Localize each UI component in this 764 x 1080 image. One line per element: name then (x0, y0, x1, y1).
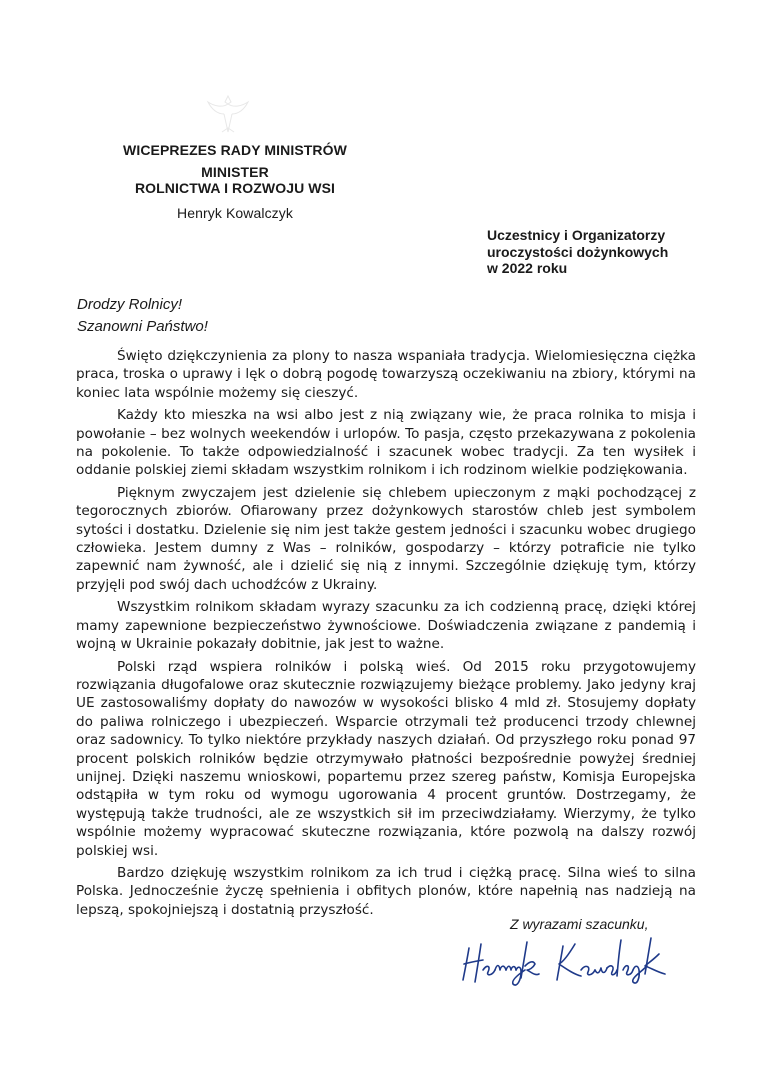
recipient-line: Uczestnicy i Organizatorzy (487, 227, 666, 243)
header-minister: MINISTER (201, 164, 269, 180)
eagle-emblem-icon (198, 88, 258, 144)
recipient-line: uroczystości dożynkowych (487, 243, 669, 260)
handwritten-signature (455, 930, 685, 990)
salutation (77, 294, 208, 338)
body-paragraph: Pięknym zwyczajem jest dzielenie się chlebem upieczonym z mąki pochodzącej z tegorocznych zbiorów. Ofiarowany przez dożynkowych starostów chleb jest symbolem sytości i dostatku. Dzielenie się nim jest także gestem jedności i szacunku wobec drugiego człowieka. Jestem dumny z Was – rolników, gospodarzy – którzy potraficie nie tylko zapewnić nam żywność, ale i dzielić się nią z innymi. Szczególnie dziękuję tym, którzy przyjęli pod swój dach uchodźców z Ukrainy. (76, 484, 696, 593)
body-paragraph: Wszystkim rolnikom składam wyrazy szacunku za ich codzienną pracę, dzięki której mamy zapewnione bezpieczeństwo żywnościowe. Doświadczenia związane z pandemią i wojną w Ukrainie pokazały dobitnie, jak jest to ważne. (76, 599, 696, 653)
header-title: WICEPREZES RADY MINISTRÓW (123, 142, 347, 158)
salutation-line: Szanowni Państwo! (77, 318, 208, 335)
letter-body (76, 347, 696, 923)
body-paragraph: Święto dziękczynienia za plony to nasza wspaniała tradycja. Wielomiesięczna ciężka praca, troska o uprawy i lęk o dobrą pogodę towarzyszą oczekiwaniu na zbiory, którymi na koniec lata wspólnie możemy się cieszyć. (76, 348, 696, 401)
header-name: Henryk Kowalczyk (177, 205, 293, 221)
recipient-block (487, 227, 668, 277)
header-ministry: ROLNICTWA I ROZWOJU WSI (134, 180, 336, 196)
body-paragraph: Polski rząd wspiera rolników i polską wieś. Od 2015 roku przygotowujemy rozwiązania długofalowe oraz skutecznie rozwiązujemy bieżące problemy. Jako jedyny kraj UE zastosowaliśmy dopłaty do nawozów w wysokości blisko 4 mld zł. Stosujemy dopłaty do paliwa rolniczego i ubezpieczeń. Wsparcie otrzymali też producenci trzody chlewnej oraz sadownicy. To tylko niektóre przykłady naszych działań. Od przyszłego roku ponad 97 procent polskich rolników będzie otrzymywało płatności bezpośrednie powyżej średniej unijnej. Dzięki naszemu wnioskowi, popartemu przez szereg państw, Komisja Europejska odstąpiła w tym roku od wymogu ugorowania 4 procent gruntów. Dostrzegamy, że występują także trudności, ale ze wszystkich sił im przeciwdziałamy. Wierzymy, że tylko wspólnie możemy wypracować skuteczne rozwiązania, które pozwolą na dalszy rozwój polskiej wsi. (76, 658, 696, 859)
closing-phrase: Z wyrazami szacunku, (510, 916, 649, 932)
recipient-line: w 2022 roku (487, 260, 568, 276)
body-paragraph: Bardzo dziękuję wszystkim rolnikom za ich trud i ciężką pracę. Silna wieś to silna Polska. Jednocześnie życzę spełnienia i obfitych plonów, które napełnią nas nadzieją na lepszą, spokojniejszą i dostatnią przyszłość. (76, 864, 696, 918)
body-paragraph: Każdy kto mieszka na wsi albo jest z nią związany wie, że praca rolnika to misja i powołanie – bez wolnych weekendów i urlopów. To pasja, często przekazywana z pokolenia na pokolenie. To także odpowiedzialność i szacunek wobec tradycji. Za ten wysiłek i oddanie polskiej ziemi składam wszystkim rolnikom i ich rodzinom wielkie podziękowania. (76, 407, 696, 479)
salutation-line: Drodzy Rolnicy! (77, 296, 183, 313)
